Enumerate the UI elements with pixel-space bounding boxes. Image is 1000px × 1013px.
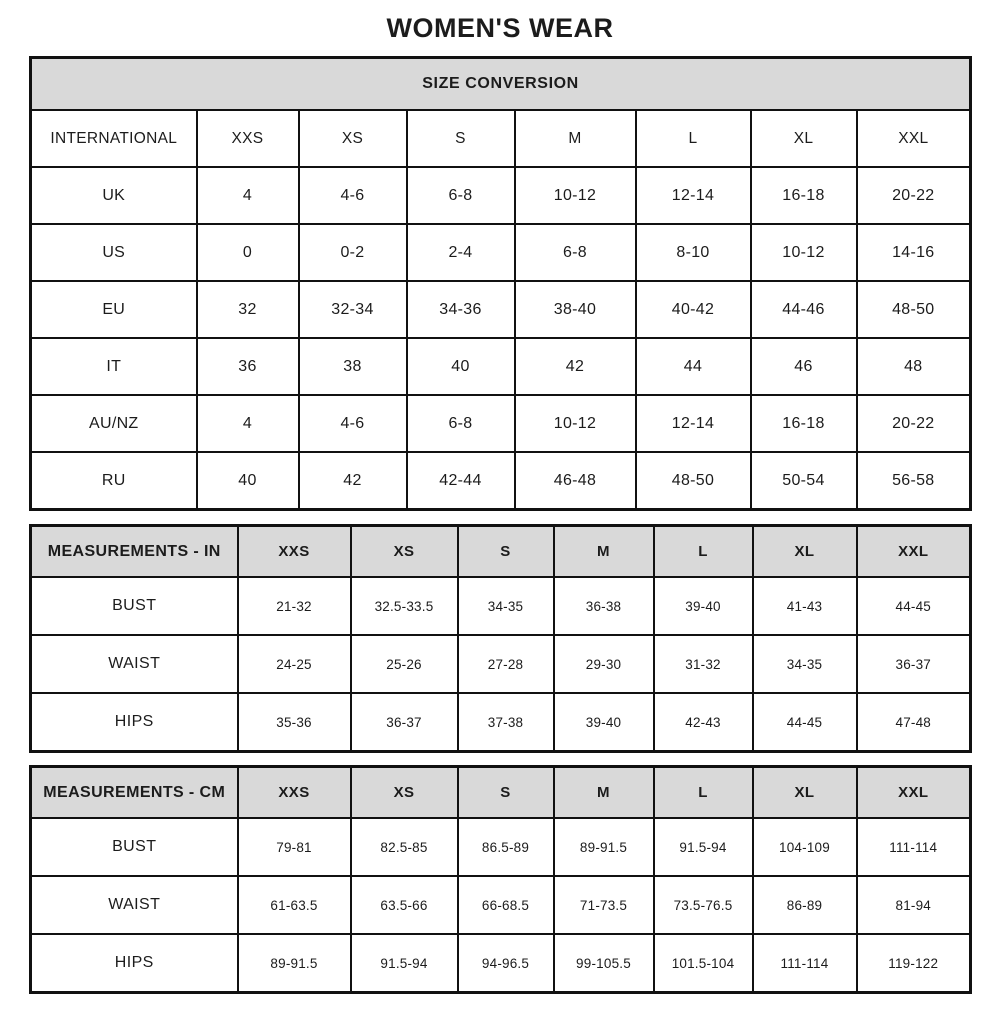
cell: 48-50	[636, 452, 751, 510]
column-header-s: S	[458, 526, 554, 578]
cell: 6-8	[407, 395, 515, 452]
cell: 20-22	[857, 167, 971, 224]
table-row-waist-cm	[31, 876, 971, 934]
cell: 4	[197, 395, 299, 452]
row-label: RU	[31, 452, 197, 510]
measurements-in-table	[29, 524, 972, 753]
column-header-l: L	[654, 526, 753, 578]
cell: 86-89	[753, 876, 857, 934]
cell: 38	[299, 338, 407, 395]
row-label: HIPS	[31, 693, 238, 752]
table-row-uk	[31, 167, 971, 224]
column-header-l: L	[654, 767, 753, 819]
cell: 111-114	[753, 934, 857, 993]
table-row-it	[31, 338, 971, 395]
cell: 14-16	[857, 224, 971, 281]
cell: 86.5-89	[458, 818, 554, 876]
table-banner-row	[31, 58, 971, 111]
cell: 44-45	[753, 693, 857, 752]
cell: 36-37	[857, 635, 971, 693]
cell: 0	[197, 224, 299, 281]
cell: 34-35	[753, 635, 857, 693]
row-label: BUST	[31, 818, 238, 876]
page-title: WOMEN'S WEAR	[386, 13, 614, 43]
cell: 44	[636, 338, 751, 395]
cell: 82.5-85	[351, 818, 458, 876]
cell: 10-12	[751, 224, 857, 281]
size-conversion-banner: SIZE CONVERSION	[31, 58, 971, 111]
cell: 41-43	[753, 577, 857, 635]
cell: 38-40	[515, 281, 636, 338]
cell: 91.5-94	[351, 934, 458, 993]
table-row-us	[31, 224, 971, 281]
column-header-xxl: XXL	[857, 767, 971, 819]
cell: 27-28	[458, 635, 554, 693]
cell: 91.5-94	[654, 818, 753, 876]
column-header-xs: XS	[299, 110, 407, 167]
cell: 40	[197, 452, 299, 510]
cell: 24-25	[238, 635, 351, 693]
row-label: IT	[31, 338, 197, 395]
cell: 32.5-33.5	[351, 577, 458, 635]
size-conversion-table	[29, 56, 972, 511]
measurements-cm-title: MEASUREMENTS - CM	[31, 767, 238, 819]
cell: 73.5-76.5	[654, 876, 753, 934]
table-row-hips-cm	[31, 934, 971, 993]
row-label: EU	[31, 281, 197, 338]
cell: 89-91.5	[238, 934, 351, 993]
cell: 46	[751, 338, 857, 395]
column-header-xxs: XXS	[197, 110, 299, 167]
cell: 40	[407, 338, 515, 395]
cell: 101.5-104	[654, 934, 753, 993]
cell: 50-54	[751, 452, 857, 510]
column-header-xl: XL	[751, 110, 857, 167]
row-label: WAIST	[31, 635, 238, 693]
cell: 12-14	[636, 167, 751, 224]
cell: 66-68.5	[458, 876, 554, 934]
cell: 44-45	[857, 577, 971, 635]
cell: 16-18	[751, 395, 857, 452]
cell: 25-26	[351, 635, 458, 693]
cell: 48-50	[857, 281, 971, 338]
cell: 8-10	[636, 224, 751, 281]
cell: 12-14	[636, 395, 751, 452]
cell: 89-91.5	[554, 818, 654, 876]
column-header-xxs: XXS	[238, 767, 351, 819]
cell: 79-81	[238, 818, 351, 876]
column-header-xxs: XXS	[238, 526, 351, 578]
row-label: AU/NZ	[31, 395, 197, 452]
cell: 10-12	[515, 167, 636, 224]
column-header-row	[31, 110, 971, 167]
row-label: BUST	[31, 577, 238, 635]
cell: 61-63.5	[238, 876, 351, 934]
cell: 32-34	[299, 281, 407, 338]
cell: 56-58	[857, 452, 971, 510]
column-header-xs: XS	[351, 526, 458, 578]
column-header-m: M	[515, 110, 636, 167]
row-label: WAIST	[31, 876, 238, 934]
measurements-cm-header-row	[31, 767, 971, 819]
cell: 111-114	[857, 818, 971, 876]
cell: 99-105.5	[554, 934, 654, 993]
column-header-m: M	[554, 767, 654, 819]
cell: 42	[299, 452, 407, 510]
row-label: US	[31, 224, 197, 281]
measurements-in-header-row	[31, 526, 971, 578]
cell: 44-46	[751, 281, 857, 338]
table-row-waist-in	[31, 635, 971, 693]
cell: 4-6	[299, 167, 407, 224]
column-header-international: INTERNATIONAL	[31, 110, 197, 167]
cell: 2-4	[407, 224, 515, 281]
cell: 34-36	[407, 281, 515, 338]
cell: 36-38	[554, 577, 654, 635]
cell: 34-35	[458, 577, 554, 635]
cell: 32	[197, 281, 299, 338]
column-header-s: S	[458, 767, 554, 819]
cell: 6-8	[515, 224, 636, 281]
cell: 39-40	[554, 693, 654, 752]
cell: 36-37	[351, 693, 458, 752]
cell: 81-94	[857, 876, 971, 934]
cell: 16-18	[751, 167, 857, 224]
cell: 104-109	[753, 818, 857, 876]
column-header-s: S	[407, 110, 515, 167]
column-header-xl: XL	[753, 767, 857, 819]
cell: 42-43	[654, 693, 753, 752]
cell: 6-8	[407, 167, 515, 224]
cell: 4-6	[299, 395, 407, 452]
cell: 40-42	[636, 281, 751, 338]
cell: 37-38	[458, 693, 554, 752]
measurements-in-title: MEASUREMENTS - IN	[31, 526, 238, 578]
cell: 71-73.5	[554, 876, 654, 934]
cell: 35-36	[238, 693, 351, 752]
cell: 0-2	[299, 224, 407, 281]
cell: 29-30	[554, 635, 654, 693]
cell: 36	[197, 338, 299, 395]
column-header-xs: XS	[351, 767, 458, 819]
cell: 46-48	[515, 452, 636, 510]
cell: 119-122	[857, 934, 971, 993]
row-label: UK	[31, 167, 197, 224]
cell: 94-96.5	[458, 934, 554, 993]
cell: 48	[857, 338, 971, 395]
row-label: HIPS	[31, 934, 238, 993]
table-row-ru	[31, 452, 971, 510]
column-header-xxl: XXL	[857, 110, 971, 167]
cell: 39-40	[654, 577, 753, 635]
cell: 4	[197, 167, 299, 224]
cell: 10-12	[515, 395, 636, 452]
cell: 21-32	[238, 577, 351, 635]
cell: 63.5-66	[351, 876, 458, 934]
column-header-xl: XL	[753, 526, 857, 578]
column-header-xxl: XXL	[857, 526, 971, 578]
table-row-bust-cm	[31, 818, 971, 876]
cell: 42	[515, 338, 636, 395]
table-row-hips-in	[31, 693, 971, 752]
column-header-l: L	[636, 110, 751, 167]
cell: 42-44	[407, 452, 515, 510]
table-row-aunz	[31, 395, 971, 452]
cell: 31-32	[654, 635, 753, 693]
size-chart-page	[0, 13, 1000, 994]
cell: 20-22	[857, 395, 971, 452]
measurements-cm-table	[29, 765, 972, 994]
cell: 47-48	[857, 693, 971, 752]
column-header-m: M	[554, 526, 654, 578]
table-row-eu	[31, 281, 971, 338]
table-row-bust-in	[31, 577, 971, 635]
